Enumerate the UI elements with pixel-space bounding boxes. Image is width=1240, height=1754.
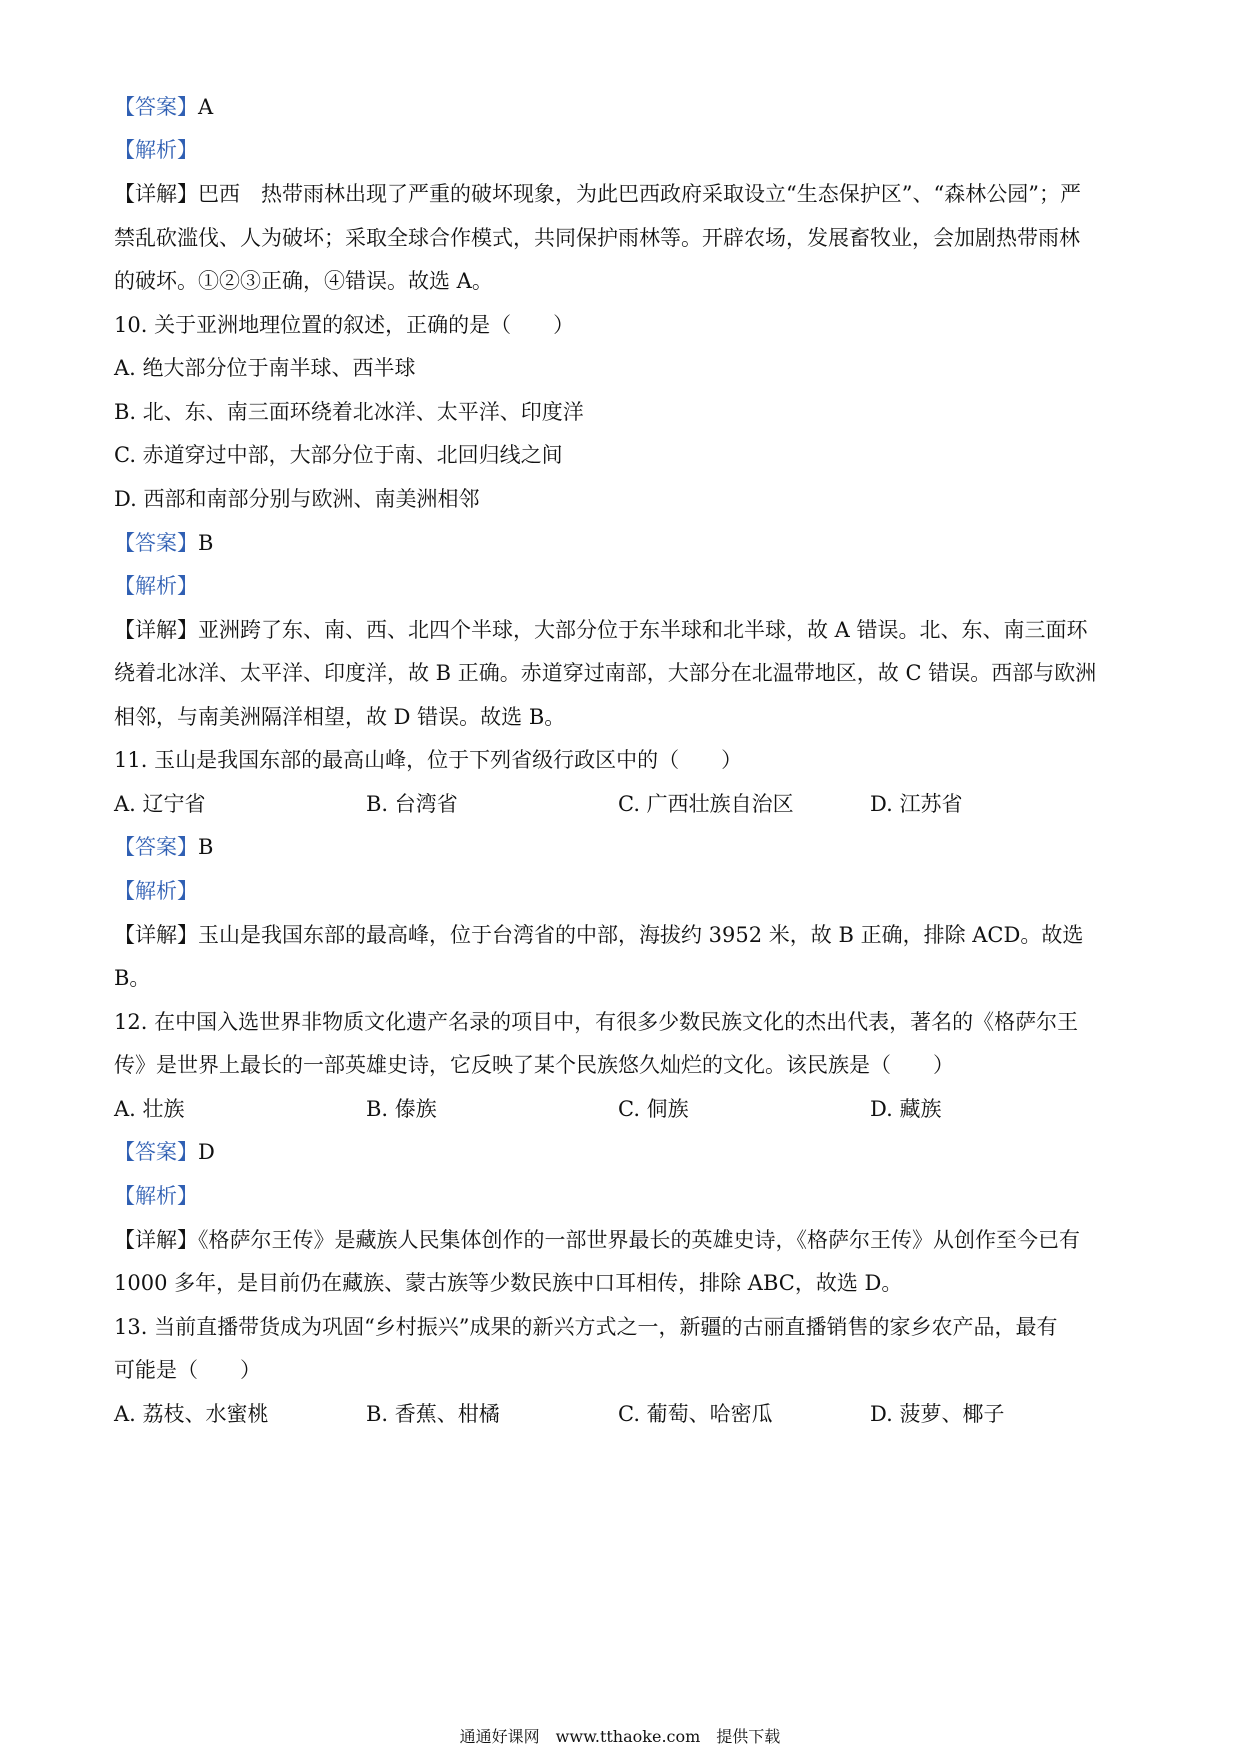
option-text: A. 绝大部分位于南半球、西半球 bbox=[114, 356, 416, 380]
question-text: 13. 当前直播带货成为巩固“乡村振兴”成果的新兴方式之一，新疆的古丽直播销售的家乡农产品，最有 bbox=[114, 1315, 1058, 1339]
option-q11-b: B. 台湾省 bbox=[366, 792, 458, 816]
answer-value: D bbox=[198, 1140, 215, 1164]
question-q12-2 bbox=[114, 1050, 1134, 1080]
detail-line-q12-1 bbox=[114, 1225, 1134, 1255]
detail-text: 巴西 热带雨林出现了严重的破坏现象，为此巴西政府采取设立“生态保护区”、“森林公园”；严 bbox=[198, 182, 1081, 206]
question-text: 10. 关于亚洲地理位置的叙述，正确的是（ ） bbox=[114, 313, 575, 337]
question-text: 12. 在中国入选世界非物质文化遗产名录的项目中，有很多少数民族文化的杰出代表，著名的《格萨尔王 bbox=[114, 1010, 1079, 1034]
detail-label: 【详解】 bbox=[114, 1228, 198, 1252]
question-q10 bbox=[114, 310, 1134, 340]
option-q12-a: A. 壮族 bbox=[114, 1097, 185, 1121]
option-text: C. 赤道穿过中部，大部分位于南、北回归线之间 bbox=[114, 443, 563, 467]
option-q13-d: D. 菠萝、椰子 bbox=[870, 1402, 1005, 1426]
detail-text: 的破坏。①②③正确，④错误。故选 A。 bbox=[114, 269, 493, 293]
detail-line-q10-2 bbox=[114, 658, 1134, 688]
detail-line-q12-2 bbox=[114, 1268, 1134, 1298]
option-q13-c: C. 葡萄、哈密瓜 bbox=[618, 1402, 773, 1426]
analysis-line-q11 bbox=[114, 876, 1134, 906]
detail-label: 【详解】 bbox=[114, 618, 198, 642]
answer-line-q10 bbox=[114, 528, 1134, 558]
answer-line-q9 bbox=[114, 92, 1134, 122]
analysis-line-q12 bbox=[114, 1181, 1134, 1211]
question-q11 bbox=[114, 745, 1134, 775]
option-q13-b: B. 香蕉、柑橘 bbox=[366, 1402, 500, 1426]
option-q13-a: A. 荔枝、水蜜桃 bbox=[114, 1402, 269, 1426]
analysis-line-q9 bbox=[114, 135, 1134, 165]
detail-text: 玉山是我国东部的最高峰，位于台湾省的中部，海拔约 3952 米，故 B 正确，排除 ACD。故选 bbox=[198, 923, 1084, 947]
option-q10-a bbox=[114, 353, 1134, 383]
detail-line-q10-3 bbox=[114, 702, 1134, 732]
detail-line-q11-2 bbox=[114, 963, 1134, 993]
detail-line-q9-2 bbox=[114, 223, 1134, 253]
answer-line-q12 bbox=[114, 1137, 1134, 1167]
question-q13-1 bbox=[114, 1312, 1134, 1342]
analysis-label: 【解析】 bbox=[114, 879, 198, 903]
answer-line-q11 bbox=[114, 832, 1134, 862]
option-q11-c: C. 广西壮族自治区 bbox=[618, 792, 794, 816]
detail-line-q9-1 bbox=[114, 179, 1134, 209]
detail-line-q9-3 bbox=[114, 266, 1134, 296]
analysis-label: 【解析】 bbox=[114, 1184, 198, 1208]
option-q12-b: B. 傣族 bbox=[366, 1097, 437, 1121]
option-q10-c bbox=[114, 440, 1134, 470]
option-q11-d: D. 江苏省 bbox=[870, 792, 963, 816]
detail-label: 【详解】 bbox=[114, 182, 198, 206]
option-q12-c: C. 侗族 bbox=[618, 1097, 689, 1121]
option-q11-a: A. 辽宁省 bbox=[114, 792, 206, 816]
question-q12-1 bbox=[114, 1007, 1134, 1037]
question-text: 可能是（ ） bbox=[114, 1358, 261, 1382]
detail-line-q10-1 bbox=[114, 615, 1134, 645]
detail-text: 禁乱砍滥伐、人为破坏；采取全球合作模式，共同保护雨林等。开辟农场，发展畜牧业，会加剧热带雨林 bbox=[114, 226, 1080, 250]
detail-text: B。 bbox=[114, 966, 151, 990]
page-footer: 通通好课网 www.tthaoke.com 提供下载 bbox=[459, 1727, 781, 1746]
answer-value: B bbox=[198, 835, 214, 859]
answer-label: 【答案】 bbox=[114, 835, 198, 859]
option-text: D. 西部和南部分别与欧洲、南美洲相邻 bbox=[114, 487, 480, 511]
answer-value: B bbox=[198, 531, 214, 555]
detail-text: 《格萨尔王传》是藏族人民集体创作的一部世界最长的英雄史诗，《格萨尔王传》从创作至今已有 bbox=[198, 1228, 1080, 1252]
question-q13-2 bbox=[114, 1355, 1134, 1385]
detail-line-q11-1 bbox=[114, 920, 1134, 950]
detail-text: 亚洲跨了东、南、西、北四个半球，大部分位于东半球和北半球，故 A 错误。北、东、南三面环 bbox=[198, 618, 1088, 642]
answer-label: 【答案】 bbox=[114, 95, 198, 119]
option-q12-d: D. 藏族 bbox=[870, 1097, 942, 1121]
analysis-label: 【解析】 bbox=[114, 138, 198, 162]
option-q10-b bbox=[114, 397, 1134, 427]
question-text: 11. 玉山是我国东部的最高山峰，位于下列省级行政区中的（ ） bbox=[114, 748, 743, 772]
answer-label: 【答案】 bbox=[114, 531, 198, 555]
analysis-label: 【解析】 bbox=[114, 574, 198, 598]
option-q10-d bbox=[114, 484, 1134, 514]
detail-text: 1000 多年，是目前仍在藏族、蒙古族等少数民族中口耳相传，排除 ABC，故选 D。 bbox=[114, 1271, 903, 1295]
answer-value: A bbox=[198, 95, 214, 119]
option-text: B. 北、东、南三面环绕着北冰洋、太平洋、印度洋 bbox=[114, 400, 584, 424]
analysis-line-q10 bbox=[114, 571, 1134, 601]
question-text: 传》是世界上最长的一部英雄史诗，它反映了某个民族悠久灿烂的文化。该民族是（ ） bbox=[114, 1053, 954, 1077]
detail-label: 【详解】 bbox=[114, 923, 198, 947]
detail-text: 绕着北冰洋、太平洋、印度洋，故 B 正确。赤道穿过南部，大部分在北温带地区，故 C 错误。西部与欧洲 bbox=[114, 661, 1097, 685]
answer-label: 【答案】 bbox=[114, 1140, 198, 1164]
detail-text: 相邻，与南美洲隔洋相望，故 D 错误。故选 B。 bbox=[114, 705, 566, 729]
